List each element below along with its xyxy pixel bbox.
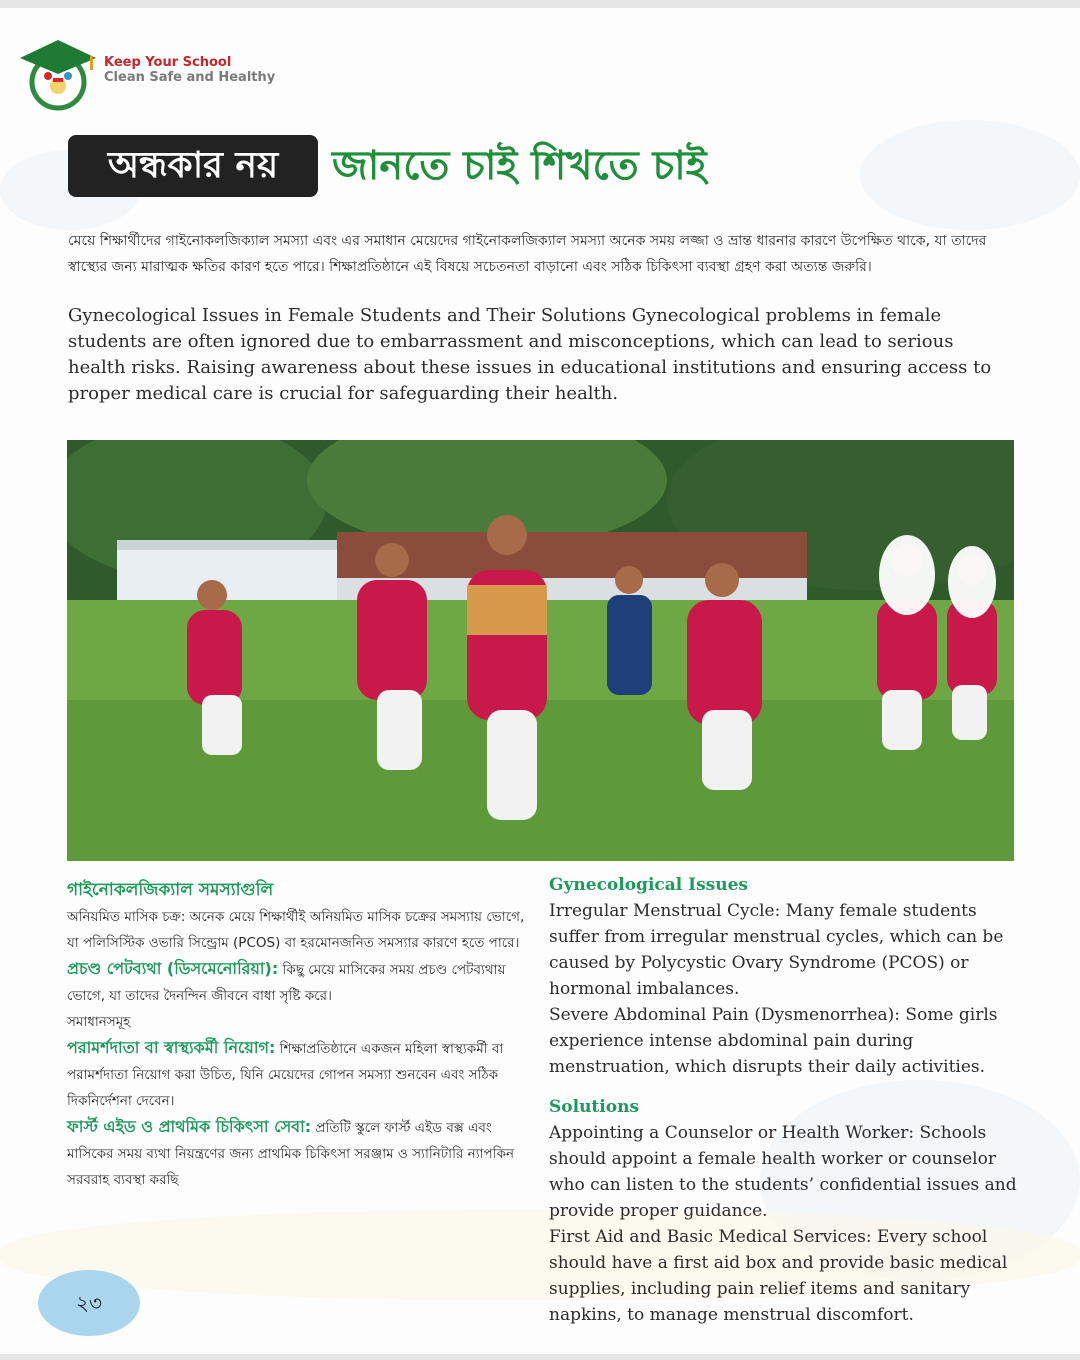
- title-boxed: অন্ধকার নয়: [68, 135, 318, 197]
- brand-tagline: [104, 55, 275, 85]
- right-column-english: [549, 872, 1019, 1328]
- left-paragraph-2: [67, 956, 532, 1009]
- school-logo-icon: [20, 30, 100, 112]
- left-paragraph-4-head: ফার্স্ট এইড ও প্রাথমিক চিকিৎসা সেবা:: [67, 1117, 312, 1136]
- page-number-badge: ২৩: [38, 1270, 140, 1336]
- left-paragraph-3-body: শিক্ষাপ্রতিষ্ঠানে একজন মহিলা স্বাস্থ্যকর্মী বা পরামর্শদাতা নিয়োগ করা উচিত, যিনি মেয়েদের গোপন সমস্যা শুনবেন এবং সঠিক দিকনির্দেশনা দেবেন।: [67, 1041, 504, 1109]
- left-heading: গাইনোকলজিক্যাল সমস্যাগুলি: [67, 880, 274, 900]
- right-paragraph-1: Irregular Menstrual Cycle: Many female students suffer from irregular menstrual cycles, which can be caused by Polycystic Ovary Syndrome (PCOS) or hormonal imbalances.: [549, 901, 1004, 999]
- right-paragraph-3: Appointing a Counselor or Health Worker: Schools should appoint a female health worker or counselor who can listen to the students’ confidential issues and provide proper guidance.: [549, 1123, 1017, 1221]
- left-paragraph-4: [67, 1114, 532, 1193]
- left-paragraph-2-body: কিছু মেয়ে মাসিকের সময় প্রচণ্ড পেটব্যথায় ভোগে, যা তাদের দৈনন্দিন জীবনে বাধা সৃষ্টি করে।: [67, 962, 506, 1004]
- right-paragraph-2: Severe Abdominal Pain (Dysmenorrhea): Some girls experience intense abdominal pain during menstruation, which disrupts their daily activities.: [549, 1005, 998, 1077]
- top-strip: [0, 0, 1080, 8]
- left-column-bengali: [67, 876, 532, 1193]
- left-paragraph-4-body: প্রতিটি স্কুলে ফার্স্ট এইড বক্স এবং মাসিকের সময় ব্যথা নিয়ন্ত্রণের জন্য প্রাথমিক চিকিৎসা সরঞ্জাম ও স্যানিটারি ন্যাপকিন সরবরাহ ব্যবস্থা করছি: [67, 1120, 515, 1188]
- left-paragraph-2-head: প্রচণ্ড পেটব্যথা (ডিসমেনোরিয়া):: [67, 959, 279, 978]
- left-paragraph-1: অনিয়মিত মাসিক চক্র: অনেক মেয়ে শিক্ষার্থীই অনিয়মিত মাসিক চক্রের সমস্যায় ভোগে, যা পলিসিস্টিক ওভারি সিন্ড্রোম (PCOS) বা হরমোনজনিত সমস্যার কারণে হতে পারে।: [67, 909, 525, 951]
- left-paragraph-3: [67, 1035, 532, 1114]
- intro-english: Gynecological Issues in Female Students and Their Solutions Gynecological problems in female students are often ignored due to embarrassment and misconceptions, which can lead to serious health risks. Raising awareness about these issues in educational institutions and ensuring access to proper medical care is crucial for safeguarding their health.: [68, 305, 992, 404]
- decor-cloud: [860, 120, 1080, 230]
- title-rest: জানতে চাই শিখতে চাই: [332, 143, 707, 189]
- bottom-strip: [0, 1354, 1080, 1360]
- right-heading-solutions: Solutions: [549, 1097, 640, 1117]
- left-paragraph-3-head: পরামর্শদাতা বা স্বাস্থ্যকর্মী নিয়োগ:: [67, 1038, 276, 1057]
- intro-bengali: মেয়ে শিক্ষার্থীদের গাইনোকলজিক্যাল সমস্যা এবং এর সমাধান মেয়েদের গাইনোকলজিক্যাল সমস্যা অনেক সময় লজ্জা ও ভ্রান্ত ধারনার কারণে উপেক্ষিত থাকে, যা তাদের স্বাস্থ্যের জন্য মারাত্মক ক্ষতির কারণ হতে পারে। শিক্ষাপ্রতিষ্ঠানে এই বিষয়ে সচেতনতা বাড়ানো এবং সঠিক চিকিৎসা ব্যবস্থা গ্রহণ করা অত্যন্ত জরুরি।: [68, 233, 987, 275]
- students-running-photo: [67, 440, 1014, 861]
- brand-line-1: Keep Your School: [104, 55, 232, 70]
- right-paragraph-4: First Aid and Basic Medical Services: Every school should have a first aid box and provide basic medical supplies, including pain relief items and sanitary napkins, to manage menstrual discomfort.: [549, 1227, 1008, 1325]
- right-heading-issues: Gynecological Issues: [549, 875, 748, 895]
- left-solutions-label: সমাধানসমূহ: [67, 1014, 131, 1030]
- brand-line-2: Clean Safe and Healthy: [104, 70, 276, 85]
